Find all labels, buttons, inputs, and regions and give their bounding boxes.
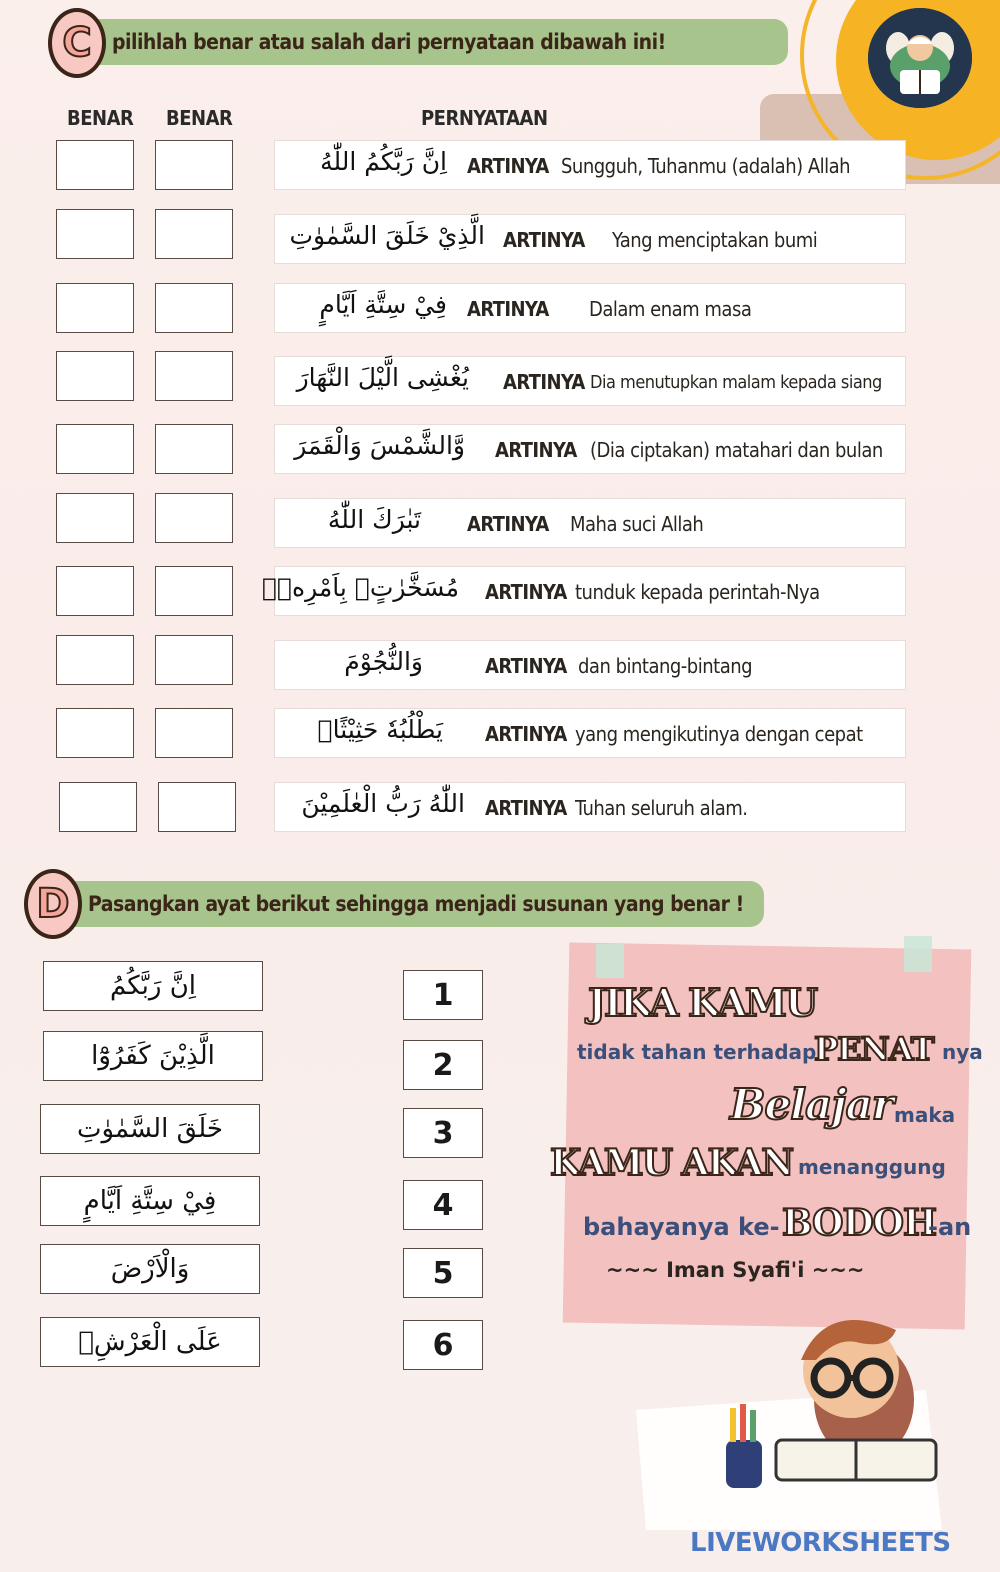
benar-checkbox-1b[interactable] <box>155 140 233 190</box>
benar-checkbox-7a[interactable] <box>56 566 134 616</box>
section-c-letter: C <box>62 20 92 66</box>
benar-checkbox-7b[interactable] <box>155 566 233 616</box>
ayat-card-5[interactable]: وَالْاَرْضَ <box>40 1244 260 1294</box>
liveworksheets-logo <box>690 1528 951 1558</box>
footer-brand: LIVEWORKSHEETS <box>690 1528 951 1558</box>
section-d-instruction: Pasangkan ayat berikut sehingga menjadi susunan yang benar ! <box>88 892 744 916</box>
benar-checkbox-6b[interactable] <box>155 493 233 543</box>
statement-translation: (Dia ciptakan) matahari dan bulan <box>590 438 883 462</box>
statement-row <box>274 498 906 548</box>
number-slot-4[interactable]: 4 <box>403 1180 483 1230</box>
quote-line5c: -an <box>928 1213 972 1241</box>
benar-checkbox-4b[interactable] <box>155 351 233 401</box>
statement-label: ARTINYA <box>485 722 567 746</box>
benar-checkbox-4a[interactable] <box>56 351 134 401</box>
benar-checkbox-3b[interactable] <box>155 283 233 333</box>
number-slot-5[interactable]: 5 <box>403 1248 483 1298</box>
statement-arabic: الَّذِيْ خَلَقَ السَّمٰوٰتِ <box>289 221 485 250</box>
statement-label: ARTINYA <box>485 796 567 820</box>
statement-row <box>274 140 906 190</box>
statement-arabic: وَّالشَّمْسَ وَالْقَمَرَ <box>294 431 465 460</box>
statement-arabic: تَبٰرَكَ اللّٰهُ <box>327 505 421 534</box>
statement-row <box>274 283 906 333</box>
number-slot-3[interactable]: 3 <box>403 1108 483 1158</box>
statement-translation: Sungguh, Tuhanmu (adalah) Allah <box>561 154 851 178</box>
quote-line5b: BODOH <box>782 1202 937 1244</box>
statement-translation: Dia menutupkan malam kepada siang <box>590 372 882 393</box>
benar-checkbox-1a[interactable] <box>56 140 134 190</box>
tape-left-icon <box>596 944 624 978</box>
number-slot-1[interactable]: 1 <box>403 970 483 1020</box>
quote-line1: JIKA KAMU <box>588 980 817 1025</box>
quote-line5a: bahayanya ke- <box>583 1213 780 1241</box>
statement-translation: Dalam enam masa <box>589 297 752 321</box>
studying-boy-illustration <box>626 1280 956 1540</box>
statement-row <box>274 708 906 758</box>
tape-right-icon <box>904 936 932 972</box>
ayat-card-2[interactable]: الَّذِيْنَ كَفَرُوْٓا <box>43 1031 263 1081</box>
number-slot-6[interactable]: 6 <box>403 1320 483 1370</box>
col-header-benar-2: BENAR <box>166 106 233 130</box>
benar-checkbox-2b[interactable] <box>155 209 233 259</box>
quote-line2a: tidak tahan terhadap <box>577 1040 817 1064</box>
statement-label: ARTINYA <box>485 580 567 604</box>
benar-checkbox-8b[interactable] <box>155 635 233 685</box>
benar-checkbox-10b[interactable] <box>158 782 236 832</box>
statement-arabic: فِيْ سِتَّةِ اَيَّامٍ <box>319 290 447 319</box>
section-c-instruction: pilihlah benar atau salah dari pernyataan dibawah ini! <box>112 30 666 54</box>
statement-row <box>262 566 906 616</box>
benar-checkbox-9a[interactable] <box>56 708 134 758</box>
benar-checkbox-9b[interactable] <box>155 708 233 758</box>
statement-arabic: يَطْلُبُهٗ حَثِيْثًاۙ <box>317 715 443 744</box>
statement-translation: Tuhan seluruh alam. <box>575 796 748 820</box>
section-c-badge <box>48 8 106 78</box>
quote-line3a: Belajar <box>730 1080 893 1129</box>
statement-label: ARTINYA <box>485 654 567 678</box>
statement-row <box>274 640 906 690</box>
statement-label: ARTINYA <box>467 154 549 178</box>
quote-line4b: menanggung <box>798 1155 946 1179</box>
ayat-card-6[interactable]: عَلَى الْعَرْشِۗ <box>40 1317 260 1367</box>
statement-row <box>274 356 906 406</box>
benar-checkbox-6a[interactable] <box>56 493 134 543</box>
statement-label: ARTINYA <box>467 512 549 536</box>
benar-checkbox-3a[interactable] <box>56 283 134 333</box>
statement-translation: tunduk kepada perintah-Nya <box>575 580 820 604</box>
statement-translation: Yang menciptakan bumi <box>612 228 818 252</box>
number-slot-2[interactable]: 2 <box>403 1040 483 1090</box>
benar-checkbox-8a[interactable] <box>56 635 134 685</box>
statement-translation: yang mengikutinya dengan cepat <box>575 722 863 746</box>
ayat-card-4[interactable]: فِيْ سِتَّةِ اَيَّامٍ <box>40 1176 260 1226</box>
statement-label: ARTINYA <box>495 438 577 462</box>
statement-translation: Maha suci Allah <box>570 512 704 536</box>
quote-line3b: maka <box>894 1103 956 1127</box>
benar-checkbox-5a[interactable] <box>56 424 134 474</box>
mosque-reader-illustration <box>868 8 972 108</box>
benar-checkbox-2a[interactable] <box>56 209 134 259</box>
quote-line2b: PENAT <box>814 1030 934 1068</box>
statement-translation: dan bintang-bintang <box>578 654 753 678</box>
statement-arabic: وَالنُّجُوْمَ <box>344 647 423 676</box>
col-header-benar-1: BENAR <box>67 106 134 130</box>
statement-arabic: يُغْشِى الَّيْلَ النَّهَارَ <box>296 363 469 392</box>
statement-row <box>274 214 906 264</box>
quote-line4a: KAMU AKAN <box>550 1142 793 1184</box>
ayat-card-1[interactable]: اِنَّ رَبَّكُمُ <box>43 961 263 1011</box>
quote-author: ~~~ Iman Syafi'i ~~~ <box>606 1258 865 1282</box>
section-d-instruction-bar <box>48 881 764 927</box>
section-d-letter: D <box>36 881 70 927</box>
statement-arabic: اِنَّ رَبَّكُمُ اللّٰهُ <box>320 147 447 176</box>
statement-label: ARTINYA <box>503 228 585 252</box>
section-c-instruction-bar <box>66 19 788 65</box>
statement-arabic: مُسَخَّرٰتٍۢ بِاَمْرِهٖۗ <box>262 573 459 602</box>
statement-arabic: اللّٰهُ رَبُّ الْعٰلَمِيْنَ <box>301 789 465 818</box>
statement-label: ARTINYA <box>467 297 549 321</box>
benar-checkbox-10a[interactable] <box>59 782 137 832</box>
ayat-card-3[interactable]: خَلَقَ السَّمٰوٰتِ <box>40 1104 260 1154</box>
quote-line2c: nya <box>942 1040 983 1064</box>
section-d-badge <box>24 869 82 939</box>
statement-row <box>274 424 906 474</box>
statement-row <box>274 782 906 832</box>
benar-checkbox-5b[interactable] <box>155 424 233 474</box>
col-header-pernyataan: PERNYATAAN <box>421 106 548 130</box>
statement-label: ARTINYA <box>503 370 585 394</box>
